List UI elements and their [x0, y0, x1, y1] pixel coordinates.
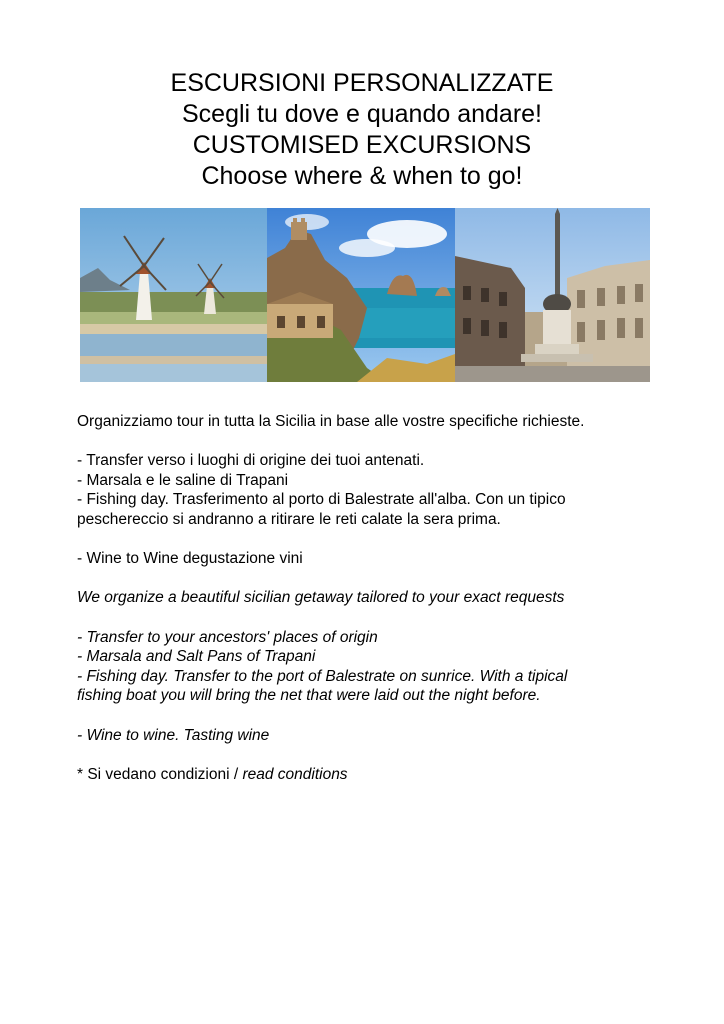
page-title [0, 68, 724, 192]
list-item-continuation: peschereccio si andranno a ritirare le reti calate la sera prima. [77, 510, 501, 528]
list-item: - Marsala and Salt Pans of Trapani [77, 648, 316, 666]
conditions-note-italian: * Si vedano condizioni / [77, 765, 243, 783]
conditions-note-english: read conditions [242, 765, 348, 783]
list-item: - Wine to Wine degustazione vini [77, 550, 303, 568]
list-item: - Fishing day. Transfer to the port of Balestrate on sunrice. With a tipical [77, 667, 568, 685]
intro-italian: Organizziamo tour in tutta la Sicilia in base alle vostre specifiche richieste. [77, 413, 585, 430]
title-line-english: CUSTOMISED EXCURSIONS [192, 131, 532, 159]
windmills-salt-pans-photo [80, 208, 267, 382]
subtitle-line-english: Choose where & when to go! [201, 162, 523, 190]
photo-strip [80, 208, 650, 382]
list-item: - Transfer verso i luoghi di origine dei tuoi antenati. [77, 452, 425, 470]
intro-english: We organize a beautiful sicilian getaway tailored to your exact requests [77, 589, 565, 607]
coastal-castle-photo [267, 208, 455, 382]
list-item: - Marsala e le saline di Trapani [77, 471, 289, 489]
body-text [77, 412, 677, 784]
conditions-note [77, 765, 677, 785]
subtitle-line-italian: Scegli tu dove e quando andare! [182, 100, 542, 128]
list-item: - Transfer to your ancestors' places of origin [77, 628, 378, 646]
list-item: - Wine to wine. Tasting wine [77, 726, 270, 744]
city-square-photo [455, 208, 650, 382]
list-item-continuation: fishing boat you will bring the net that were laid out the night before. [77, 687, 541, 705]
list-item: - Fishing day. Trasferimento al porto di Balestrate all'alba. Con un tipico [77, 491, 566, 509]
title-line-italian: ESCURSIONI PERSONALIZZATE [170, 69, 554, 97]
